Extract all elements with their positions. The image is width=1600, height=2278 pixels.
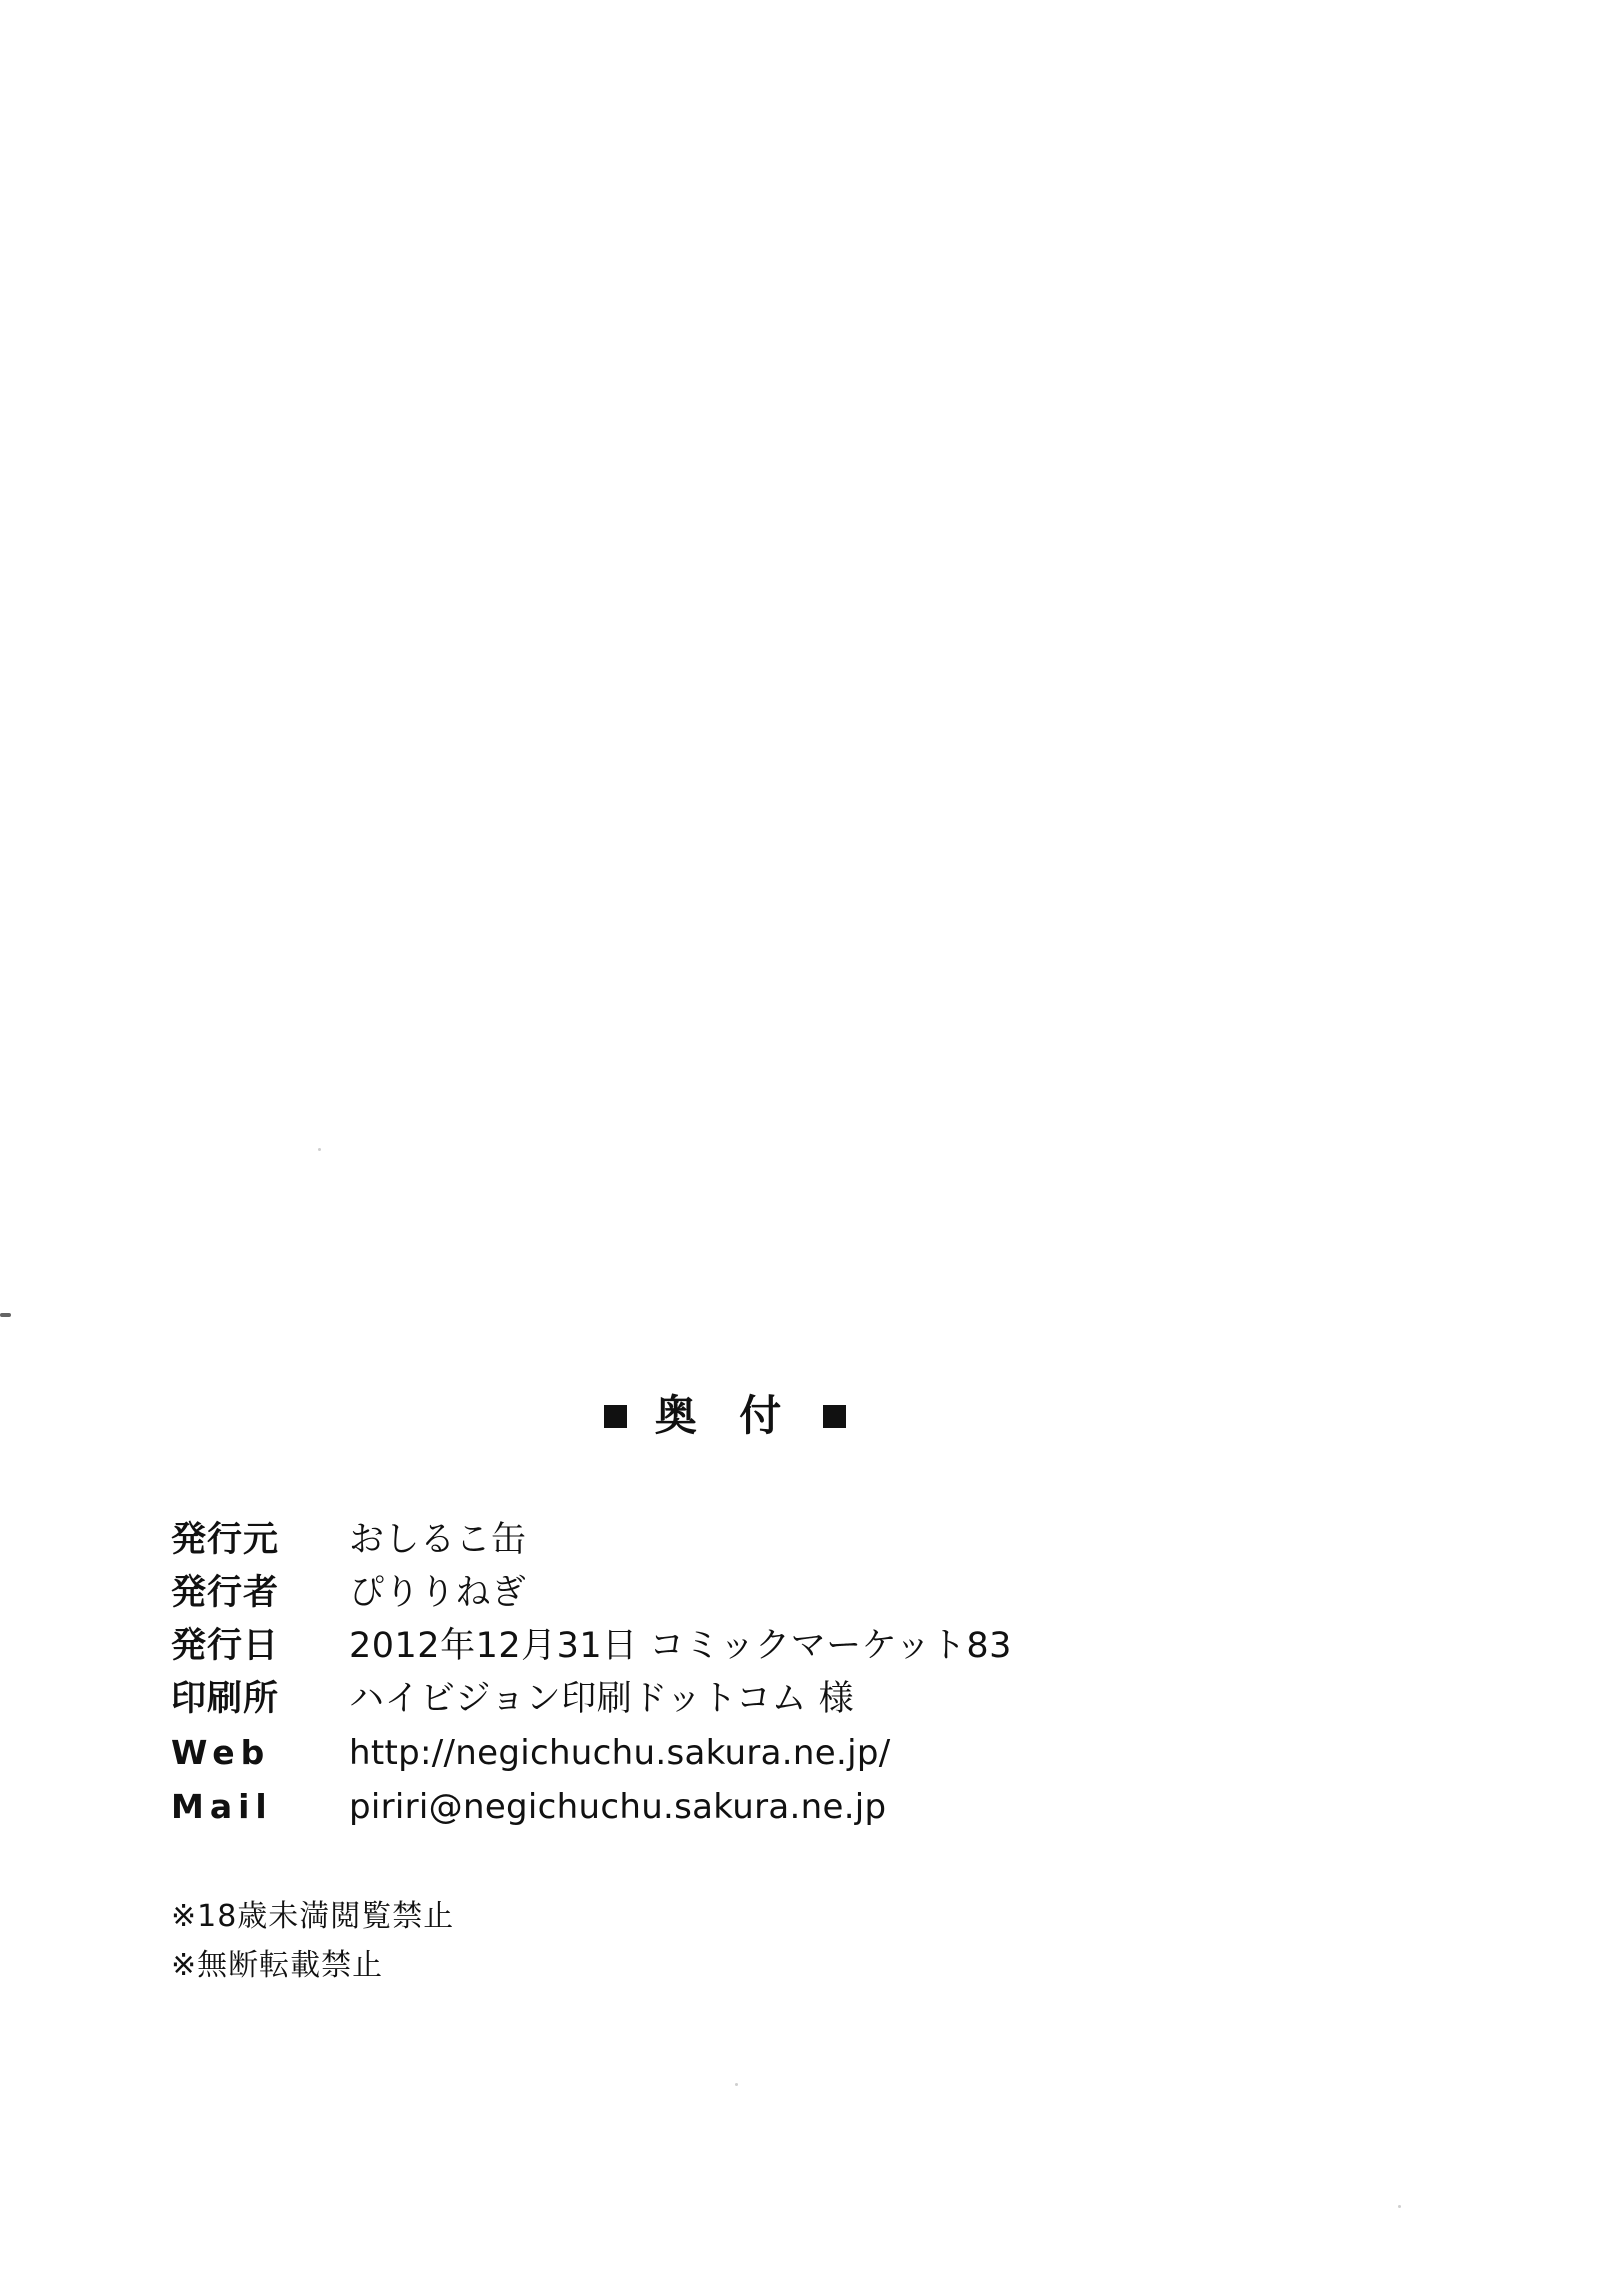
row-value-date: 2012年12月31日 コミックマーケット83 <box>349 1626 1012 1666</box>
colophon-heading-label: 奥 付 <box>654 1391 796 1440</box>
table-row <box>171 1567 1012 1620</box>
table-row <box>171 1620 1012 1673</box>
row-label-web: Web <box>171 1733 271 1772</box>
table-row <box>171 1514 1012 1567</box>
square-marker-left-icon <box>604 1405 627 1428</box>
table-row <box>171 1726 1012 1780</box>
square-marker-right-icon <box>823 1405 846 1428</box>
scan-speck <box>735 2083 738 2086</box>
row-value-author: ぴりりねぎ <box>349 1573 527 1613</box>
row-label-author: 発行者 <box>171 1573 280 1613</box>
colophon-notes <box>171 1892 1600 1990</box>
colophon-block <box>0 1391 1600 1990</box>
row-value-web[interactable]: http://negichuchu.sakura.ne.jp/ <box>349 1733 891 1773</box>
row-value-publisher: おしるこ缶 <box>349 1520 527 1560</box>
table-row <box>171 1673 1012 1726</box>
table-row <box>171 1780 1012 1834</box>
row-value-printer: ハイビジョン印刷ドットコム 様 <box>349 1679 855 1719</box>
colophon-info-table <box>171 1514 1012 1834</box>
row-label-date: 発行日 <box>171 1626 280 1666</box>
row-label-printer: 印刷所 <box>171 1679 280 1719</box>
row-label-publisher: 発行元 <box>171 1520 280 1560</box>
note-no-reprint: ※無断転載禁止 <box>171 1948 384 1983</box>
colophon-heading <box>0 1391 1600 1440</box>
scan-artifact-mark <box>0 1313 11 1317</box>
scan-speck <box>1398 2205 1401 2208</box>
row-value-mail[interactable]: piriri@negichuchu.sakura.ne.jp <box>349 1787 887 1827</box>
note-age-restriction: ※18歳未満閲覧禁止 <box>171 1899 455 1934</box>
row-label-mail: Mail <box>171 1787 273 1826</box>
scan-speck <box>318 1148 321 1151</box>
